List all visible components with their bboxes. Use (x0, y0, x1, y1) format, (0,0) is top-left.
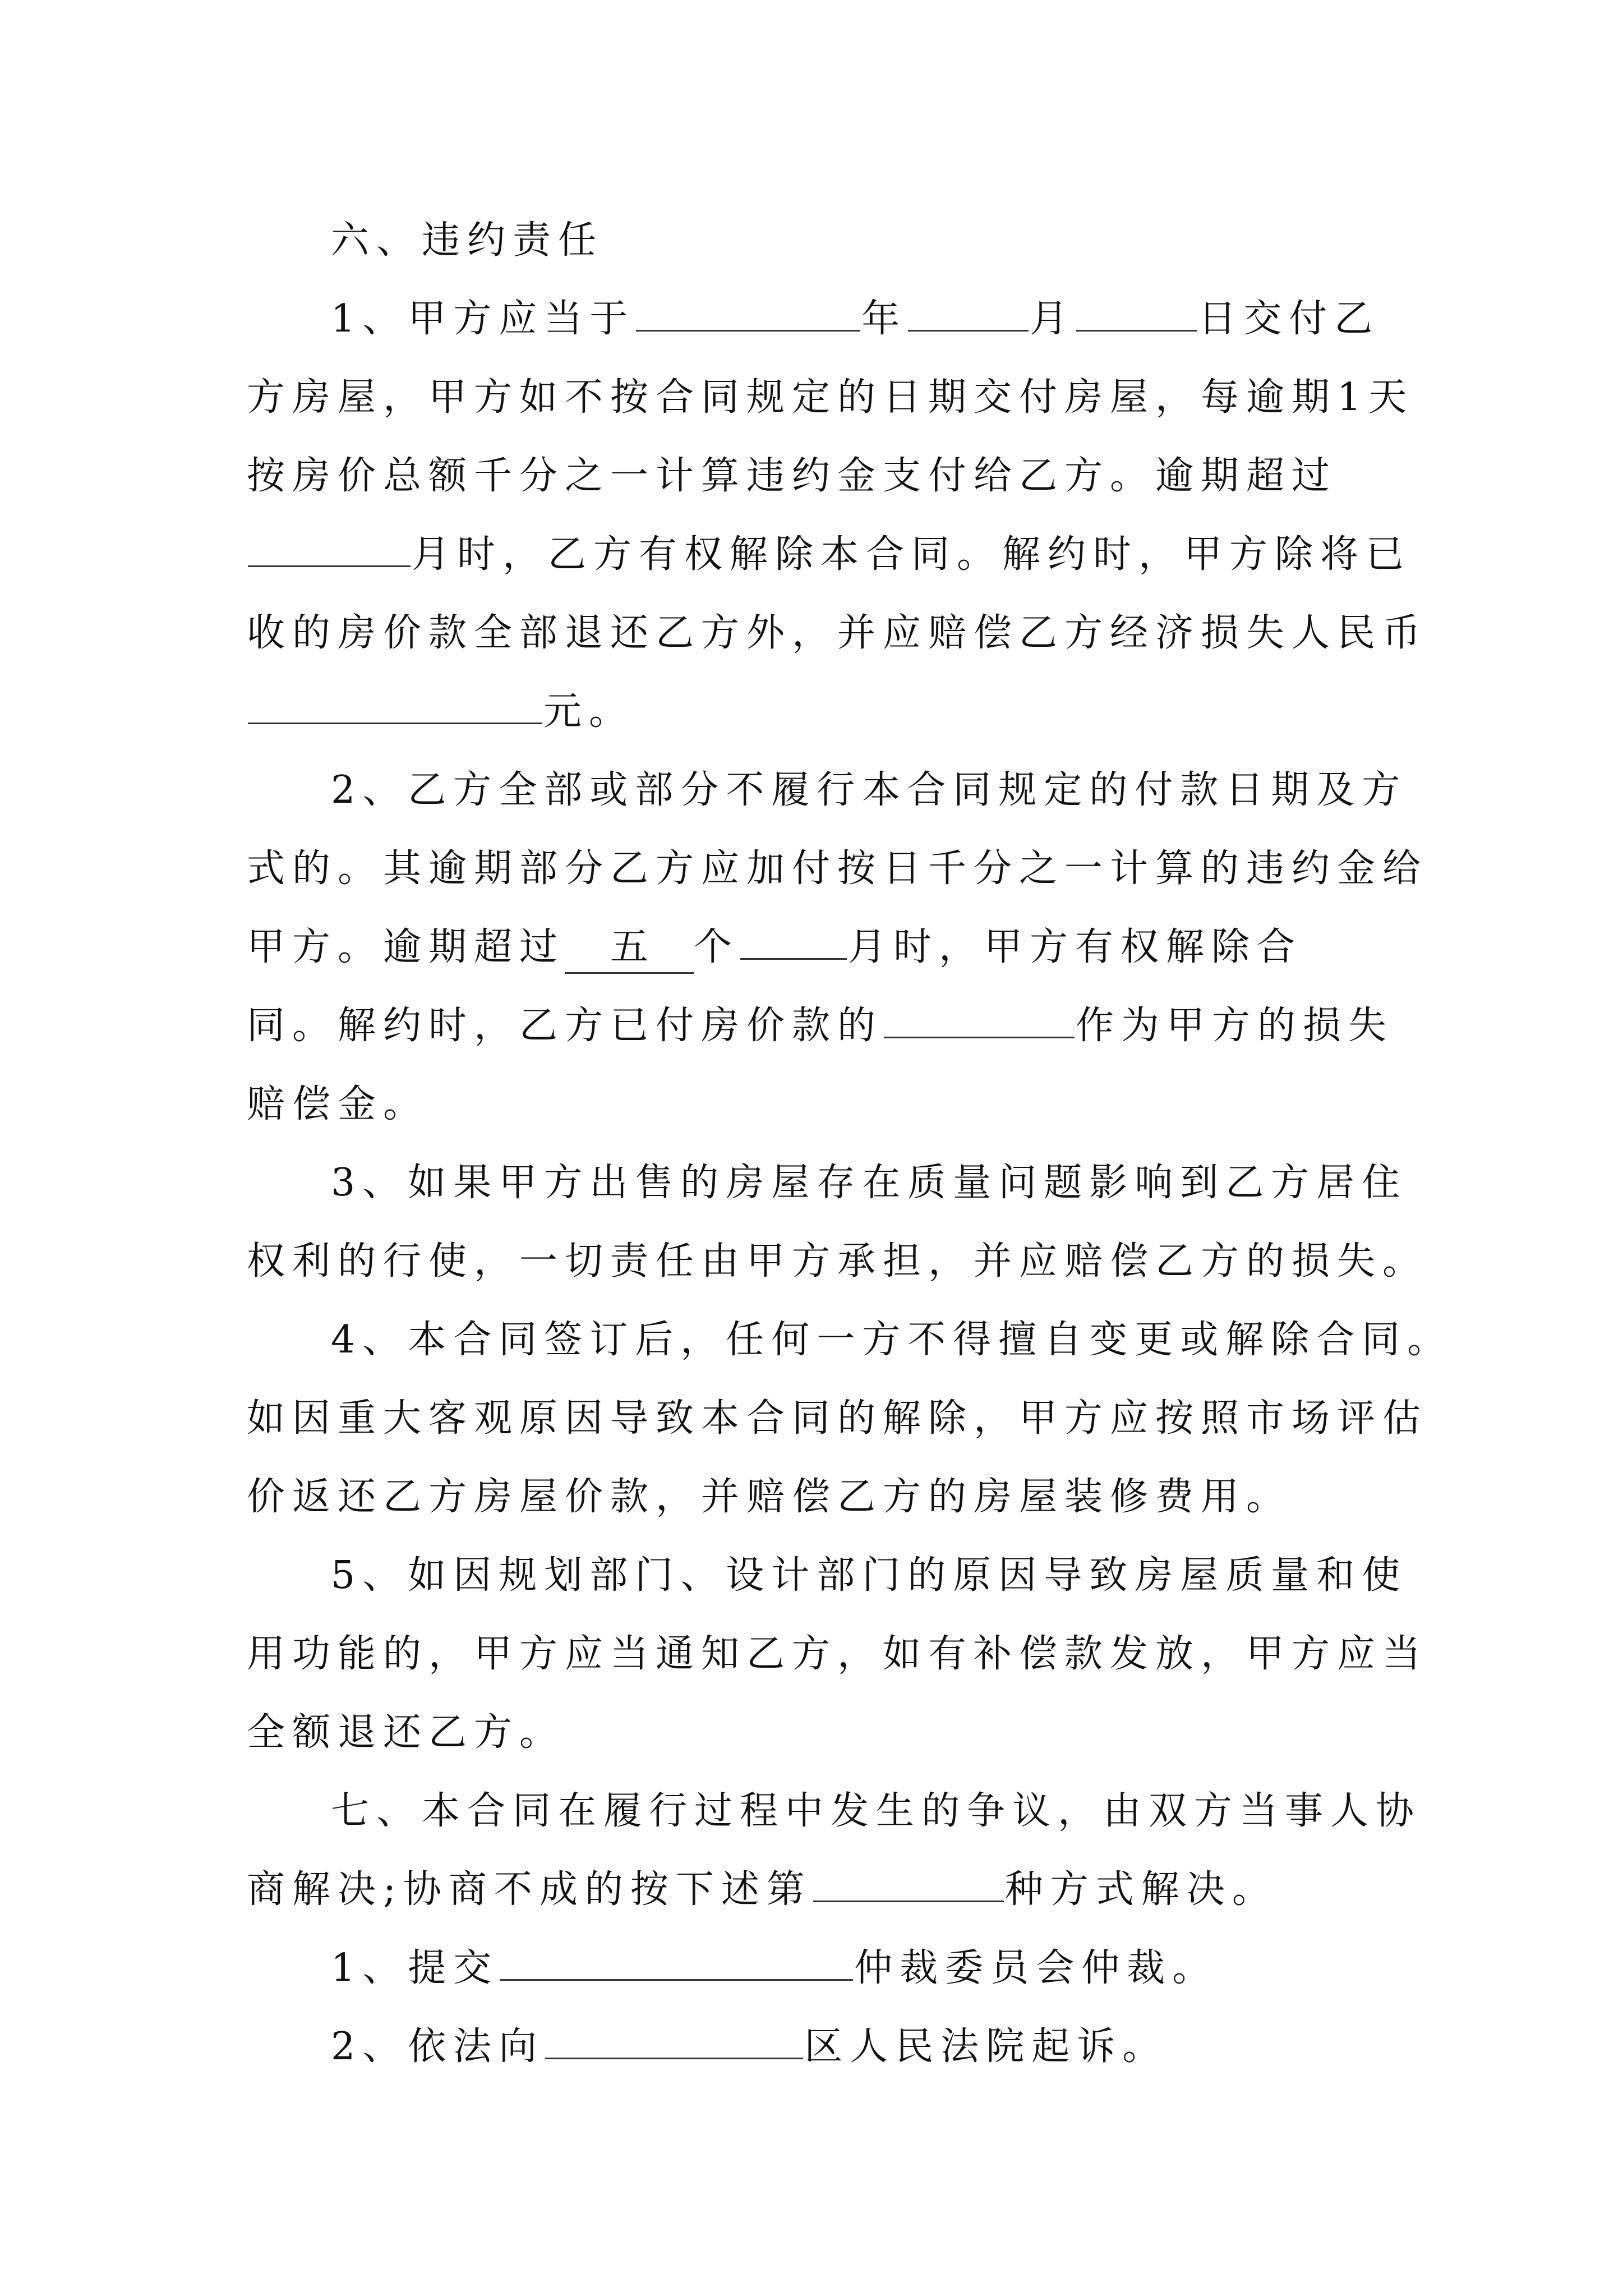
clause1-text: 月时，乙方有权解除本合同。解约时，甲方除将已 (412, 532, 1412, 577)
clause1-line4 (247, 530, 1412, 579)
clause1-month-label: 月 (1030, 297, 1076, 341)
clause1-line5 (247, 609, 1428, 658)
clause1-line3 (247, 452, 1391, 501)
clause2-line3 (247, 923, 1391, 972)
clause1-text: 方房屋，甲方如不按合同规定的日期交付房屋，每逾期1天 (247, 375, 1414, 420)
blank-month-field[interactable] (908, 295, 1029, 332)
option1-text: 仲裁委员会仲裁。 (854, 1946, 1218, 1990)
section7-line2 (247, 1865, 1391, 1915)
clause2-text: 2、乙方全部或部分不履行本合同规定的付款日期及方 (331, 768, 1408, 812)
clause2-line1 (331, 766, 1408, 815)
clause4-line1 (331, 1315, 1453, 1365)
clause2-unit-label: 个 (694, 925, 740, 969)
blank-compensation-amount-field[interactable] (248, 688, 542, 724)
blank-resolution-method-field[interactable] (813, 1866, 1004, 1902)
clause5-line1 (331, 1551, 1408, 1600)
section7-option2 (331, 2022, 1391, 2072)
clause5-text: 用功能的，甲方应当通知乙方，如有补偿款发放，甲方应当 (247, 1632, 1428, 1676)
clause1-line6 (247, 687, 1391, 737)
clause4-line2 (247, 1394, 1428, 1443)
blank-months-overdue-field[interactable] (248, 531, 411, 567)
clause4-text: 如因重大客观原因导致本合同的解除，甲方应按照市场评估 (247, 1396, 1428, 1441)
option1-text: 1、提交 (331, 1946, 499, 1990)
blank-damages-portion-field[interactable] (884, 1002, 1075, 1038)
clause5-text: 5、如因规划部门、设计部门的原因导致房屋质量和使 (331, 1553, 1408, 1598)
blank-year-field[interactable] (636, 295, 860, 332)
clause5-line3 (247, 1708, 1391, 1757)
option2-text: 2、依法向 (331, 2024, 545, 2069)
clause2-text: 月时，甲方有权解除合 (848, 925, 1303, 969)
filled-months-value[interactable]: 五 (565, 923, 694, 974)
clause1-year-label: 年 (861, 297, 907, 341)
clause5-text: 全额退还乙方。 (247, 1710, 565, 1755)
clause2-line5 (247, 1080, 1391, 1129)
clause4-text: 价返还乙方房屋价款，并赔偿乙方的房屋装修费用。 (247, 1475, 1292, 1519)
blank-day-field[interactable] (1076, 295, 1197, 332)
clause1-text: 收的房价款全部退还乙方外，并应赔偿乙方经济损失人民币 (247, 611, 1428, 655)
clause2-text: 作为甲方的损失 (1076, 1004, 1394, 1048)
blank-unit-field[interactable] (740, 923, 847, 960)
section7-text: 七、本合同在履行过程中发生的争议，由双方当事人协 (331, 1789, 1422, 1833)
blank-court-district-field[interactable] (545, 2023, 803, 2059)
heading-text: 六、违约责任 (331, 218, 604, 263)
section7-option1 (331, 1944, 1391, 1993)
clause2-text: 赔偿金。 (247, 1082, 429, 1126)
section7-line1 (331, 1787, 1422, 1836)
clause4-line3 (247, 1473, 1391, 1522)
clause5-line2 (247, 1630, 1428, 1679)
clause2-text: 甲方。逾期超过 (247, 925, 565, 969)
clause2-text: 式的。其逾期部分乙方应加付按日千分之一计算的违约金给 (247, 846, 1428, 891)
section7-text: 商解决;协商不成的按下述第 (247, 1867, 812, 1912)
clause3-text: 3、如果甲方出售的房屋存在质量问题影响到乙方居住 (331, 1161, 1408, 1205)
clause1-text: 元。 (543, 689, 635, 734)
option2-text: 区人民法院起诉。 (804, 2024, 1168, 2069)
clause1-line2 (247, 373, 1414, 422)
clause1-day-label: 日交付乙 (1198, 297, 1380, 341)
clause3-line2 (247, 1237, 1428, 1286)
section-heading-breach-liability (331, 216, 1391, 265)
clause1-text: 按房价总额千分之一计算违约金支付给乙方。逾期超过 (247, 454, 1338, 498)
clause4-text: 4、本合同签订后，任何一方不得擅自变更或解除合同。 (331, 1318, 1453, 1362)
blank-arbitration-committee-field[interactable] (500, 1944, 853, 1981)
clause2-text: 同。解约时，乙方已付房价款的 (247, 1004, 883, 1048)
clause3-text: 权利的行使，一切责任由甲方承担，并应赔偿乙方的损失。 (247, 1239, 1428, 1283)
clause2-line4 (247, 1001, 1394, 1051)
clause1-line1 (331, 295, 1391, 344)
section7-text: 种方式解决。 (1004, 1867, 1278, 1912)
clause3-line1 (331, 1158, 1408, 1208)
clause2-line2 (247, 844, 1428, 894)
clause1-text: 1、甲方应当于 (331, 297, 635, 341)
